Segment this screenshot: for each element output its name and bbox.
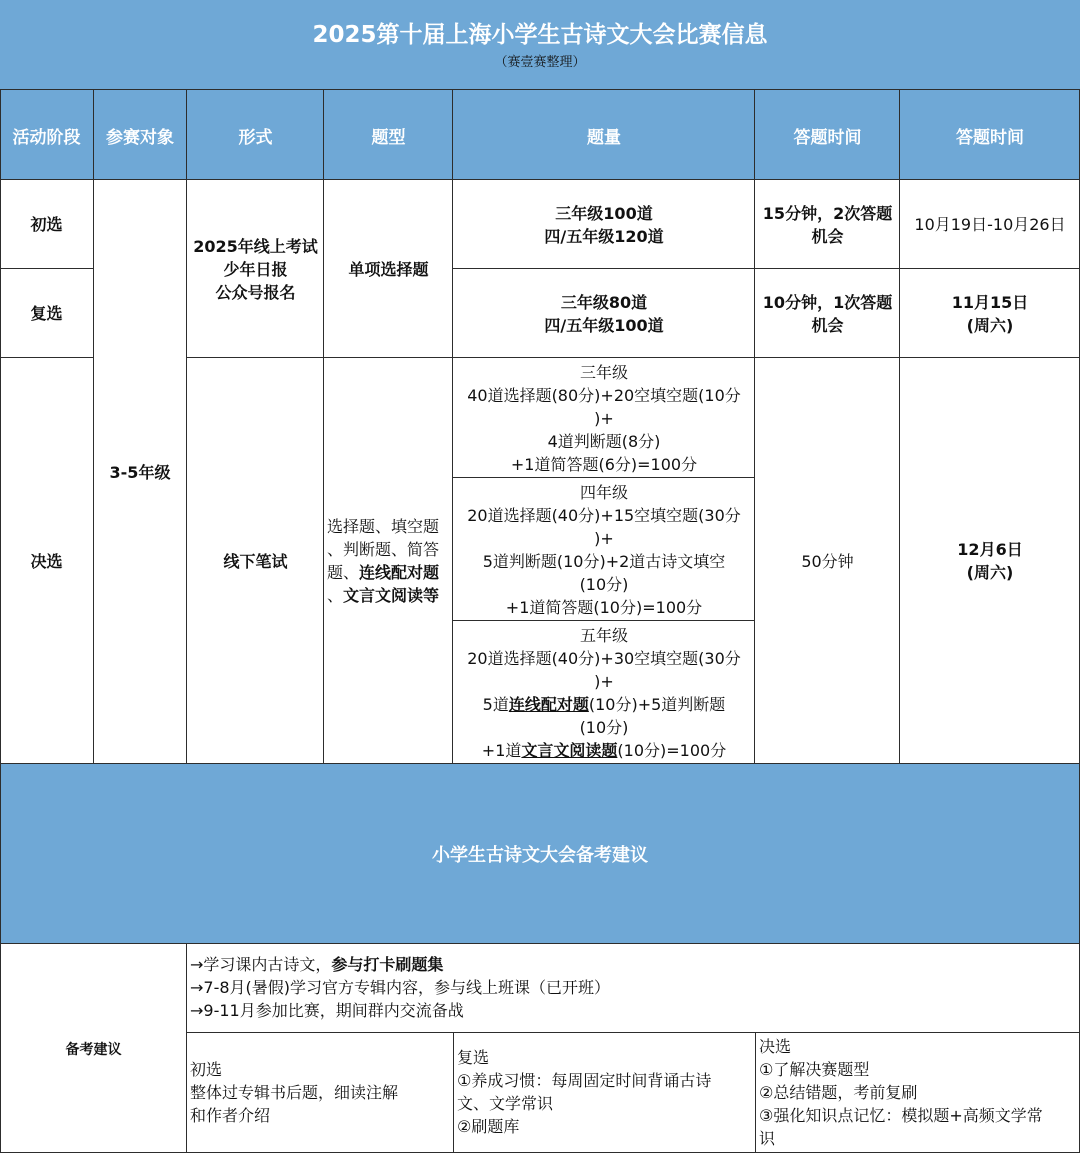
- semi-date-line2: (周六): [966, 315, 1014, 335]
- semi-duration-cell: [755, 269, 900, 358]
- final-date-cell: [900, 358, 1080, 764]
- grid-line: [0, 268, 93, 269]
- type-final-cell: [324, 358, 453, 764]
- final-date-line2: (周六): [966, 563, 1014, 582]
- grid-line: [187, 357, 1080, 358]
- grade5-line3a: 5道: [482, 694, 509, 714]
- type-final-line2: 、判断题、简答: [327, 540, 440, 559]
- grid-line: [452, 89, 453, 764]
- grid-line: [0, 89, 1080, 90]
- stage-semi: 复选: [30, 304, 63, 323]
- header-question-count: 题量: [587, 127, 621, 148]
- advice-prelim-line2: 和作者介绍: [190, 1106, 271, 1125]
- type-final-line1: 选择题、填空题: [327, 517, 440, 536]
- grade5-line5c: (10分)=100分: [617, 740, 727, 760]
- grid-line: [0, 1152, 1080, 1153]
- grid-line: [187, 1032, 1080, 1033]
- grade4-line3: 5道判断题(10分)+2道古诗文填空: [482, 551, 726, 571]
- grade4-line2: )+: [594, 528, 614, 548]
- grade4-cell: [453, 478, 755, 621]
- header-answer-date: 答题时间: [956, 127, 1024, 148]
- grade5-line1: 20道选择题(40分)+30空填空题(30分: [467, 648, 741, 668]
- advice-general: [190, 953, 1075, 1028]
- advice-line3: →9-11月参加比赛，期间群内交流备战: [190, 1001, 464, 1020]
- prelim-duration-cell: [755, 180, 900, 269]
- advice-prelim-title: 初选: [190, 1060, 223, 1079]
- advice-semi-line1: ①养成习惯：每周固定时间背诵古诗: [457, 1071, 712, 1090]
- prelim-duration-line1: 15分钟，2次答题: [762, 203, 893, 223]
- grid-line: [0, 179, 1080, 180]
- prelim-duration-line2: 机会: [811, 226, 844, 246]
- format-online-line3: 公众号报名: [215, 282, 296, 302]
- grade5-matching: 连线配对题: [508, 694, 589, 714]
- header-question-type: 题型: [371, 127, 406, 148]
- type-final-matching: 连线配对题: [359, 563, 440, 582]
- grid-line: [453, 1032, 454, 1153]
- advice-prelim-line1: 整体过专辑书后题，细读注解: [190, 1083, 399, 1102]
- advice-line1a: →学习课内古诗文，: [190, 955, 332, 974]
- grade4-line1: 20道选择题(40分)+15空填空题(30分: [467, 505, 741, 525]
- grade3-line2: )+: [594, 408, 614, 428]
- grid-line: [93, 89, 94, 764]
- advice-final-line2: ②总结错题，考前复刷: [759, 1083, 918, 1102]
- grade5-line4: (10分): [579, 717, 629, 737]
- advice-line1: [190, 953, 1075, 976]
- grid-line: [453, 268, 1080, 269]
- type-final-classical: 文言文阅读等: [343, 586, 440, 605]
- header-answer-duration: 答题时间: [793, 127, 862, 148]
- advice-final-cell: [759, 1035, 1077, 1153]
- advice-label: 备考建议: [65, 1041, 122, 1058]
- grade3-title: 三年级: [579, 362, 628, 382]
- grade5-cell: [453, 621, 755, 764]
- grid-line: [453, 477, 755, 478]
- advice-final-line4: 识: [759, 1129, 776, 1148]
- advice-prelim-cell: [190, 1058, 452, 1153]
- grade3-cell: [453, 358, 755, 478]
- advice-final-line1: ①了解决赛题型: [759, 1060, 870, 1079]
- semi-duration-line1: 10分钟，1次答题: [762, 292, 893, 312]
- stage-prelim: 初选: [30, 215, 63, 234]
- grade5-line2: )+: [594, 671, 614, 691]
- advice-final-line3: ③强化知识点记忆：模拟题+高频文学常: [759, 1106, 1043, 1125]
- grade5-line3c: (10分)+5道判断题: [588, 694, 726, 714]
- grid-line: [453, 620, 755, 621]
- final-date-line1: 12月6日: [957, 540, 1023, 559]
- advice-line2: →7-8月(暑假)学习官方专辑内容，参与线上班课（已开班）: [190, 978, 611, 997]
- type-online-cell: 单项选择题: [348, 259, 429, 279]
- grade5-line5: [482, 739, 726, 762]
- final-duration-cell: 50分钟: [801, 551, 854, 571]
- type-final-line3a: 题、: [327, 563, 360, 582]
- grade3-line4: +1道简答题(6分)=100分: [510, 454, 698, 474]
- semi-date-cell: [900, 269, 1080, 358]
- advice-section-title: 小学生古诗文大会备考建议: [432, 845, 648, 866]
- grade5-line5a: +1道: [481, 740, 522, 760]
- advice-semi-cell: [457, 1046, 753, 1153]
- advice-semi-line3: ②刷题库: [457, 1117, 520, 1136]
- stage-final: 决选: [30, 551, 63, 571]
- grade4-line5: +1道简答题(10分)=100分: [505, 597, 703, 617]
- grid-line: [0, 89, 1, 1153]
- page-title: 2025第十届上海小学生古诗文大会比赛信息: [312, 21, 768, 48]
- grade5-title: 五年级: [579, 625, 628, 645]
- advice-semi-title: 复选: [457, 1048, 490, 1067]
- grid-line: [186, 89, 187, 764]
- semi-duration-line2: 机会: [811, 315, 844, 335]
- semi-count-cell: [453, 269, 755, 358]
- semi-date-line1: 11月15日: [951, 292, 1029, 312]
- participants-cell: 3-5年级: [109, 462, 171, 482]
- grade3-line3: 4道判断题(8分): [547, 431, 661, 451]
- header-participants: 参赛对象: [106, 127, 174, 148]
- prelim-count-line2: 四/五年级120道: [544, 226, 664, 246]
- advice-final-title: 决选: [759, 1037, 792, 1056]
- grade4-title: 四年级: [579, 482, 628, 502]
- page-subtitle: （赛壹赛整理）: [494, 54, 586, 70]
- grid-line: [754, 89, 755, 764]
- semi-count-line2: 四/五年级100道: [544, 315, 664, 335]
- format-offline-cell: 线下笔试: [223, 551, 288, 571]
- format-online-cell: [187, 180, 324, 358]
- advice-checkin: 参与打卡刷题集: [331, 955, 444, 974]
- grid-line: [0, 357, 93, 358]
- grade5-classical: 文言文阅读题: [521, 740, 618, 760]
- grade4-line4: (10分): [579, 574, 629, 594]
- format-online-line2: 少年日报: [223, 259, 288, 279]
- header-format: 形式: [238, 127, 273, 148]
- grade5-line3: [483, 693, 726, 716]
- format-online-line1: 2025年线上考试: [193, 236, 318, 256]
- type-final-line4a: 、: [327, 586, 344, 605]
- prelim-count-line1: 三年级100道: [555, 203, 653, 223]
- prelim-date-cell: 10月19日-10月26日: [914, 215, 1066, 234]
- type-final-line4: [327, 584, 439, 607]
- grid-line: [899, 89, 900, 764]
- header-stage: 活动阶段: [12, 127, 81, 148]
- grid-line: [323, 89, 324, 764]
- grade3-line1: 40道选择题(80分)+20空填空题(10分: [467, 385, 741, 405]
- type-final-line3: [327, 561, 439, 584]
- grid-line: [755, 1032, 756, 1153]
- grid-line: [0, 943, 1080, 944]
- grid-line: [186, 943, 187, 1153]
- grid-line: [0, 763, 1080, 764]
- semi-count-line1: 三年级80道: [560, 292, 648, 312]
- prelim-count-cell: [453, 180, 755, 269]
- advice-semi-line2: 文、文学常识: [457, 1094, 554, 1113]
